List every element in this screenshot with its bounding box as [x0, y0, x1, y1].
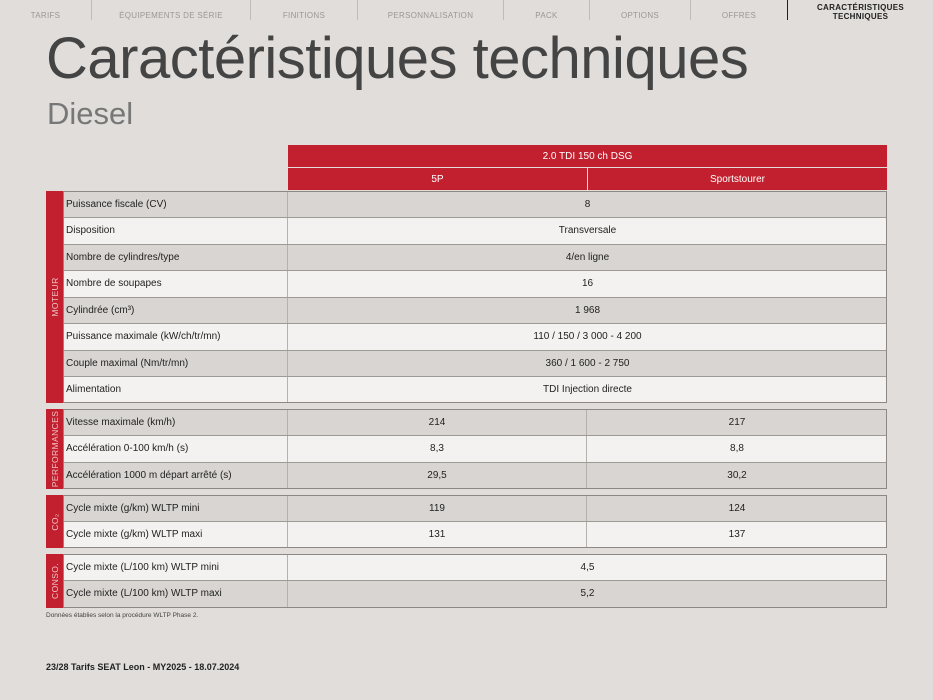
group-performances [46, 409, 887, 489]
table-row [63, 297, 887, 323]
row-value: 131 [288, 522, 587, 548]
row-label: Cycle mixte (L/100 km) WLTP mini [63, 554, 288, 580]
row-divider [63, 376, 887, 377]
row-divider [63, 297, 887, 298]
nav-tab-pack[interactable]: PACK [535, 11, 558, 20]
row-label: Disposition [63, 218, 288, 244]
row-value: 4,5 [580, 561, 595, 573]
group-label-text: MOTEUR [49, 277, 60, 317]
row-value: Transversale [558, 225, 617, 237]
row-divider [63, 244, 887, 245]
row-value: 360 / 1 600 - 2 750 [545, 357, 630, 369]
table-row [63, 436, 887, 462]
nav-tab-offres[interactable]: OFFRES [721, 11, 757, 20]
nav-tab-tarifs[interactable]: TARIFS [30, 11, 61, 20]
group-label-performances [46, 409, 63, 489]
row-label: Cylindrée (cm³) [63, 297, 288, 323]
row-value: 8,8 [730, 443, 744, 455]
nav-tab-finitions[interactable]: FINITIONS [282, 11, 326, 20]
row-value: 30,2 [727, 469, 747, 481]
row-label: Couple maximal (Nm/tr/mn) [63, 350, 288, 376]
page-footer: 23/28 Tarifs SEAT Leon - MY2025 - 18.07.2024 [46, 662, 240, 672]
group-label-text: CO₂ [49, 512, 60, 531]
row-label: Vitesse maximale (km/h) [63, 409, 288, 435]
nav-tab-caracteristiques-techniques[interactable] [788, 0, 933, 22]
group-label-text: PERFORMANCES [49, 410, 60, 488]
row-divider [63, 217, 887, 218]
row-value: 5,2 [580, 588, 595, 600]
nav-tab-active-line2: TECHNIQUES [832, 12, 889, 21]
row-label: Accélération 1000 m départ arrêté (s) [63, 462, 288, 488]
page-title: Caractéristiques techniques [46, 26, 749, 91]
table-row [63, 218, 887, 244]
nav-tab-personnalisation[interactable]: PERSONNALISATION [387, 11, 474, 20]
column-header-5p: 5P [288, 168, 587, 190]
nav-tab-active-line1: CARACTÉRISTIQUES [816, 3, 905, 12]
group-co2 [46, 495, 887, 548]
table-row [63, 350, 887, 376]
row-value: 29,5 [288, 462, 587, 488]
engine-header: 2.0 TDI 150 ch DSG [288, 145, 887, 167]
group-label-conso [46, 554, 63, 608]
row-divider [63, 435, 887, 436]
table-row [63, 409, 887, 435]
row-value: 119 [288, 495, 587, 521]
row-value: 16 [581, 278, 594, 290]
column-header-sportstourer: Sportstourer [588, 168, 887, 190]
group-conso [46, 554, 887, 608]
row-divider [63, 462, 887, 463]
row-label: Accélération 0-100 km/h (s) [63, 436, 288, 462]
table-row [63, 554, 887, 580]
group-label-text: CONSO. [49, 563, 60, 599]
group-label-moteur [46, 191, 63, 403]
table-row [63, 522, 887, 548]
row-value: 110 / 150 / 3 000 - 4 200 [533, 331, 642, 343]
row-label: Cycle mixte (g/km) WLTP mini [63, 495, 288, 521]
row-value: 1 968 [574, 304, 601, 316]
row-value: 137 [728, 529, 746, 541]
row-value: 124 [728, 502, 746, 514]
page-subtitle: Diesel [47, 96, 134, 131]
group-label-co2 [46, 495, 63, 548]
table-row [63, 191, 887, 217]
row-value: 8,3 [288, 436, 587, 462]
group-moteur [46, 191, 887, 403]
row-label: Cycle mixte (g/km) WLTP maxi [63, 522, 288, 548]
row-label: Alimentation [63, 377, 288, 403]
row-label: Nombre de cylindres/type [63, 244, 288, 270]
row-divider [63, 521, 887, 522]
table-row [63, 324, 887, 350]
footnote: Données établies selon la procédure WLTP Phase 2. [46, 612, 199, 619]
table-row [63, 244, 887, 270]
row-divider [63, 580, 887, 581]
row-value: TDI Injection directe [543, 384, 632, 396]
top-navigation [0, 0, 933, 22]
row-value: 8 [584, 198, 591, 210]
table-row [63, 581, 887, 607]
row-value: 217 [728, 416, 746, 428]
row-label: Puissance maximale (kW/ch/tr/mn) [63, 324, 288, 350]
row-divider [63, 323, 887, 324]
table-row [63, 462, 887, 488]
table-row [63, 271, 887, 297]
row-value: 4/en ligne [565, 251, 610, 263]
nav-tab-equipements[interactable]: ÉQUIPEMENTS DE SÉRIE [119, 11, 223, 20]
row-divider [63, 350, 887, 351]
table-row [63, 377, 887, 403]
table-row [63, 495, 887, 521]
row-label: Puissance fiscale (CV) [63, 191, 288, 217]
nav-tab-options[interactable]: OPTIONS [620, 11, 660, 20]
row-value: 214 [288, 409, 587, 435]
row-label: Cycle mixte (L/100 km) WLTP maxi [63, 581, 288, 607]
row-label: Nombre de soupapes [63, 271, 288, 297]
row-divider [63, 270, 887, 271]
